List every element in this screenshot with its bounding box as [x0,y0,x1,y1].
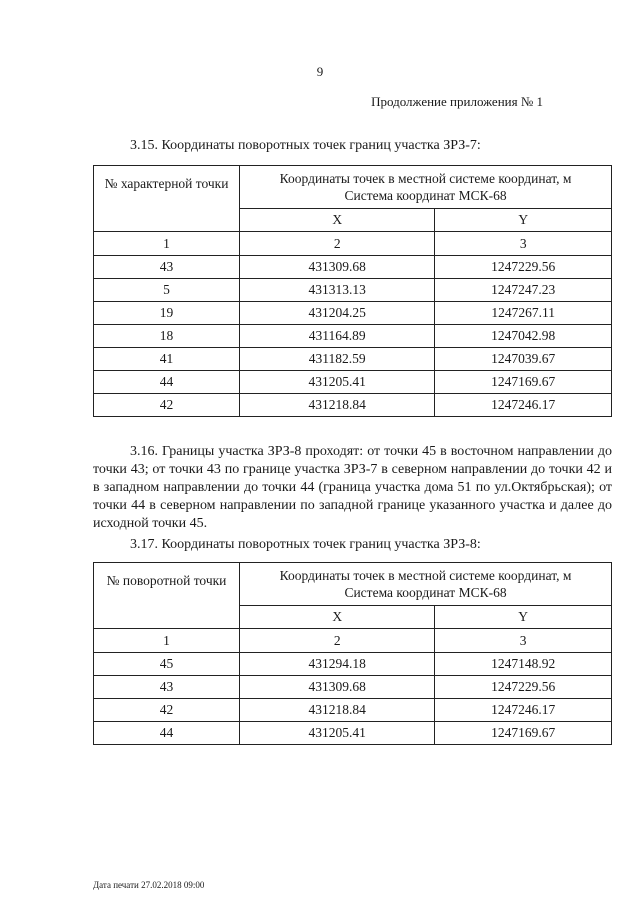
table-row [94,325,612,348]
col-header-x: X [240,606,435,629]
table-row [94,256,612,279]
zrz7-coordinates-table [93,165,612,417]
y-cell: 1247229.56 [435,676,612,699]
column-index-row [94,232,612,256]
col-header-x: X [240,209,435,232]
table-row [94,653,612,676]
x-cell: 431309.68 [240,676,435,699]
x-cell: 431205.41 [240,371,435,394]
table-row [94,394,612,417]
x-cell: 431309.68 [240,256,435,279]
point-cell: 19 [94,302,240,325]
x-cell: 431294.18 [240,653,435,676]
x-cell: 431182.59 [240,348,435,371]
point-cell: 42 [94,394,240,417]
section-3-17-heading: 3.17. Координаты поворотных точек границ участка ЗРЗ-8: [130,537,481,552]
y-cell: 1247247.23 [435,279,612,302]
y-cell: 1247148.92 [435,653,612,676]
section-3-15-heading: 3.15. Координаты поворотных точек границ участка ЗРЗ-7: [130,138,481,153]
coords-header-line1: Координаты точек в местной системе координат, м [279,568,572,583]
y-cell: 1247039.67 [435,348,612,371]
zrz8-coordinates-table [93,562,612,745]
coords-header-line2: Система координат МСК-68 [344,188,507,203]
point-cell: 42 [94,699,240,722]
x-cell: 431164.89 [240,325,435,348]
y-cell: 1247229.56 [435,256,612,279]
y-cell: 1247042.98 [435,325,612,348]
point-cell: 18 [94,325,240,348]
point-cell: 44 [94,371,240,394]
x-cell: 431218.84 [240,394,435,417]
table-row [94,676,612,699]
table-row [94,302,612,325]
index-cell: 1 [94,629,240,653]
point-cell: 43 [94,256,240,279]
y-cell: 1247169.67 [435,722,612,745]
table-row [94,371,612,394]
index-cell: 2 [240,232,435,256]
index-cell: 1 [94,232,240,256]
print-date: Дата печати 27.02.2018 09:00 [93,880,205,890]
col-header-y: Y [435,606,612,629]
x-cell: 431218.84 [240,699,435,722]
point-cell: 5 [94,279,240,302]
index-cell: 2 [240,629,435,653]
y-cell: 1247246.17 [435,699,612,722]
y-cell: 1247267.11 [435,302,612,325]
coords-header-line2: Система координат МСК-68 [344,585,507,600]
table-row [94,279,612,302]
point-cell: 43 [94,676,240,699]
point-cell: 45 [94,653,240,676]
table-row [94,699,612,722]
section-3-16-text: 3.16. Границы участка ЗРЗ-8 проходят: от точки 45 в восточном направлении до точки 43; от точки 43 по границе участка ЗРЗ-7 в северном направлении до точки 42 и в западном направлении до точки 44 (граница участка дома 51 по ул.Октябрьская); от точки 44 в северном направлении по западной границе указанного участка и далее до исходной точки 45. [93,444,612,531]
section-3-16-paragraph [93,443,612,533]
appendix-continuation-label: Продолжение приложения № 1 [371,94,543,109]
y-cell: 1247246.17 [435,394,612,417]
col-header-point-number: № характерной точки [94,166,240,232]
index-cell: 3 [435,629,612,653]
coords-header-line1: Координаты точек в местной системе координат, м [279,171,572,186]
col-header-coordinates [240,166,612,209]
y-cell: 1247169.67 [435,371,612,394]
col-header-point-number: № поворотной точки [94,563,240,629]
column-index-row [94,629,612,653]
x-cell: 431204.25 [240,302,435,325]
col-header-coordinates [240,563,612,606]
index-cell: 3 [435,232,612,256]
x-cell: 431205.41 [240,722,435,745]
x-cell: 431313.13 [240,279,435,302]
point-cell: 41 [94,348,240,371]
col-header-y: Y [435,209,612,232]
table-row [94,722,612,745]
table-row [94,348,612,371]
page-number: 9 [316,64,324,79]
point-cell: 44 [94,722,240,745]
